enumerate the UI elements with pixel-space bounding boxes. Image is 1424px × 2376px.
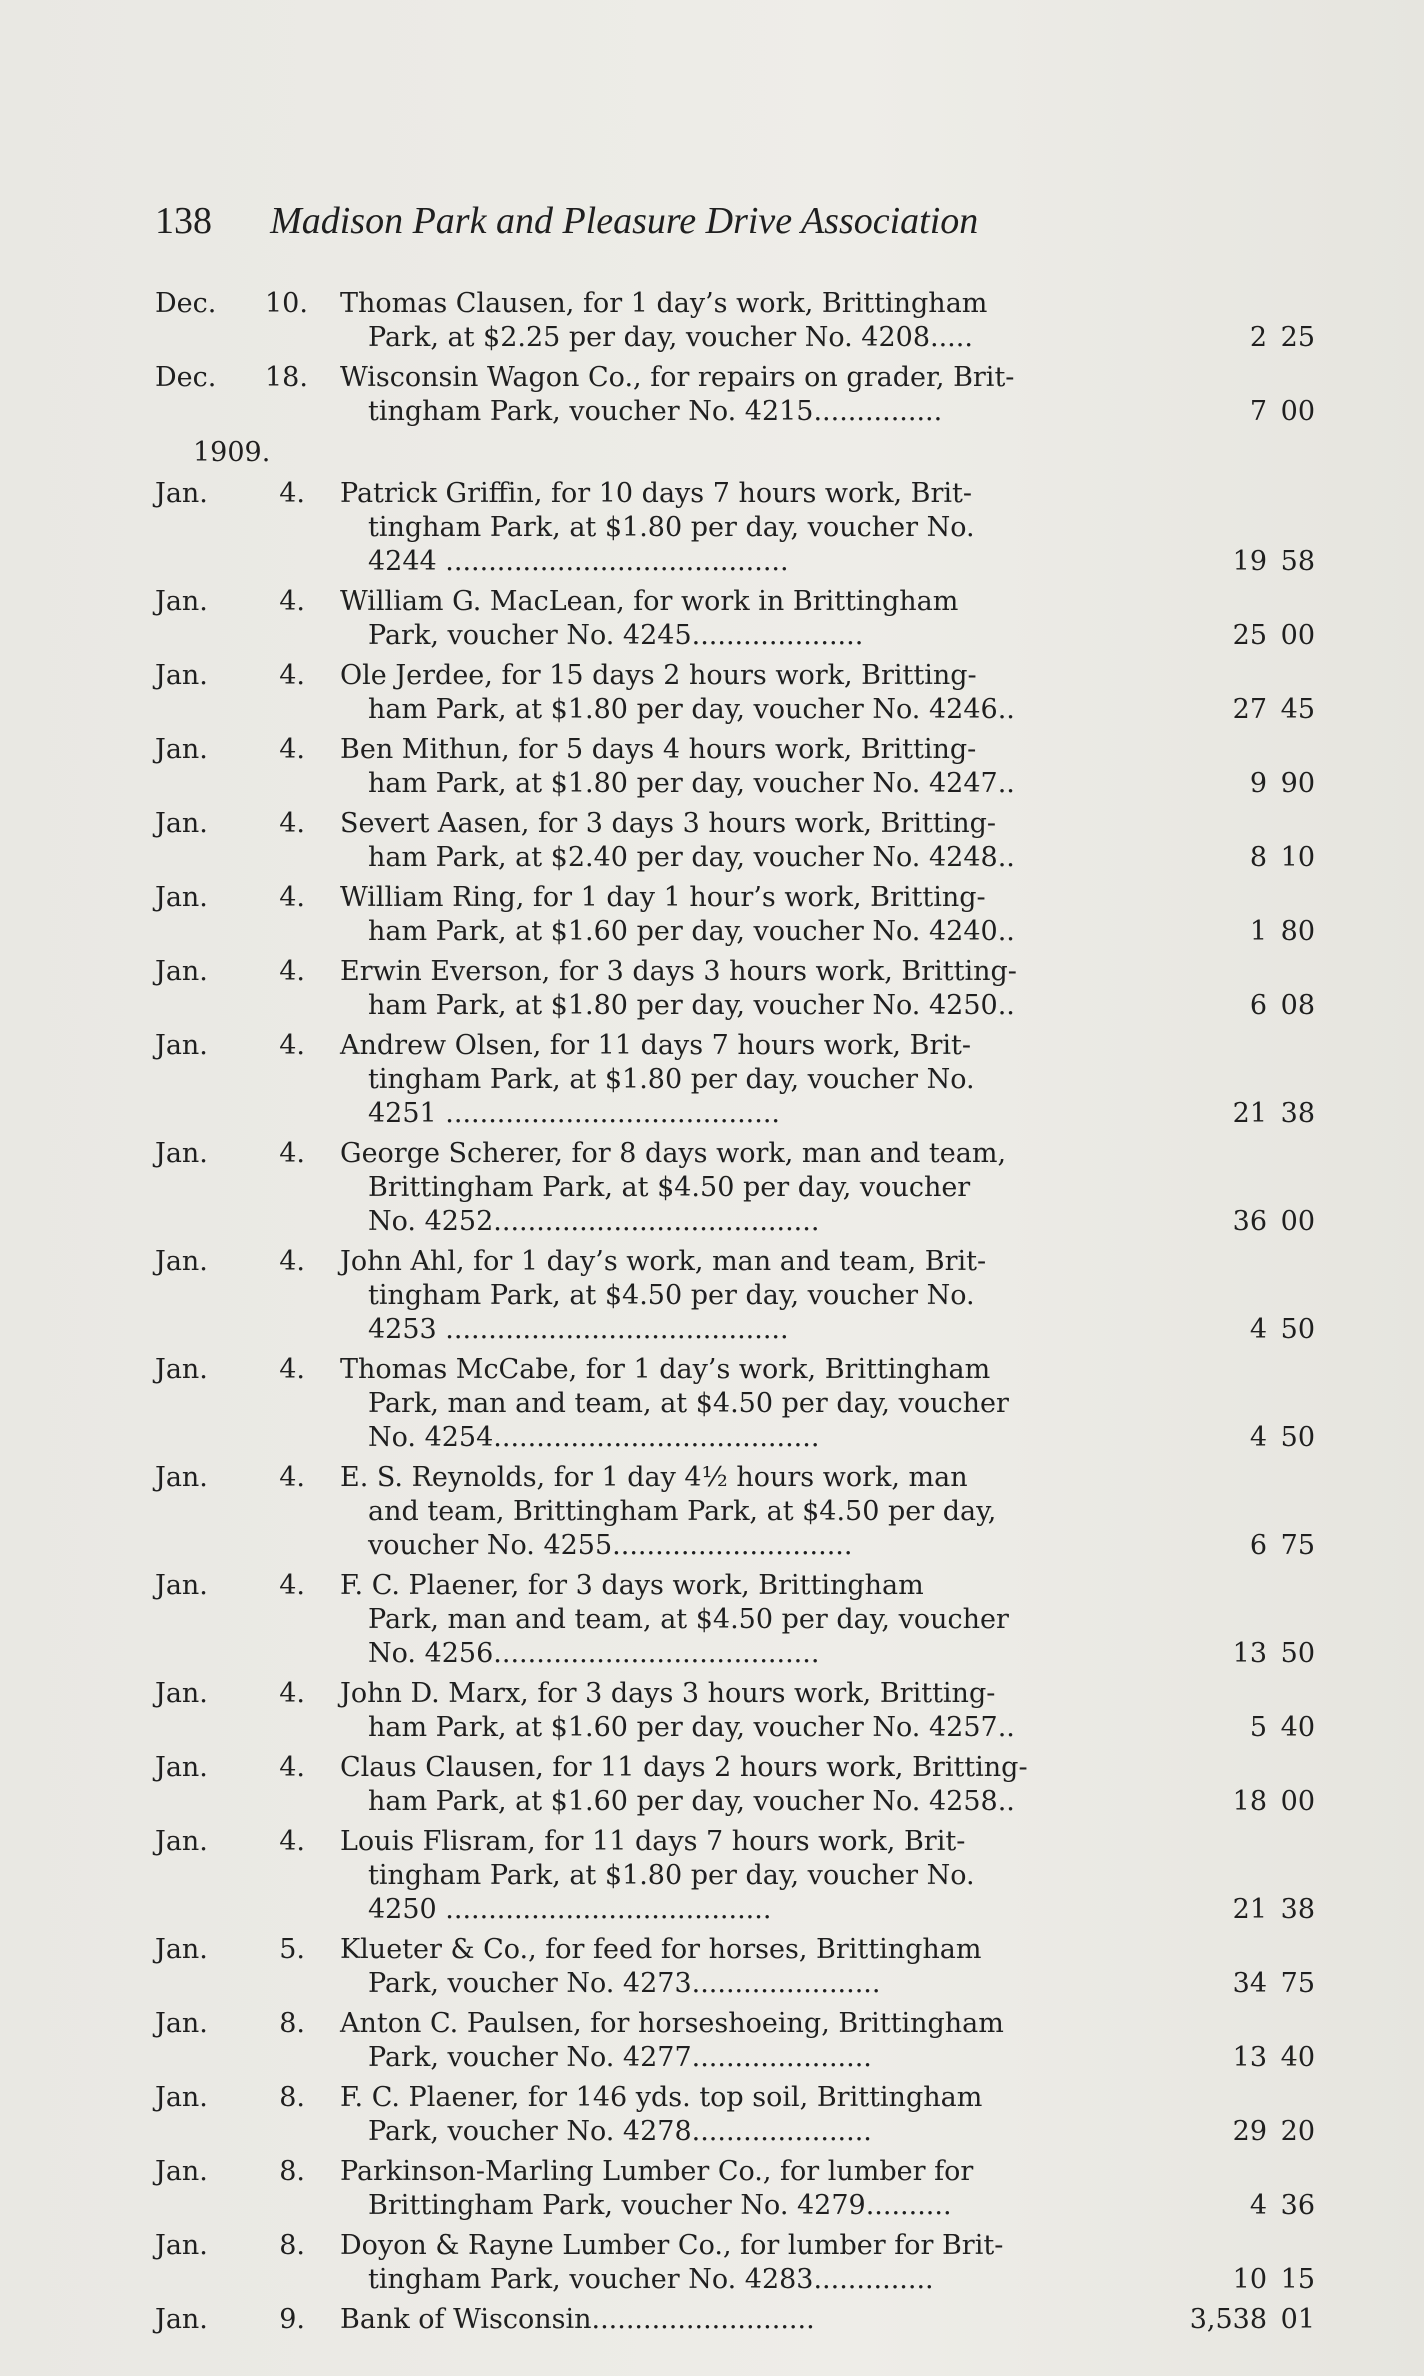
description-text: and team, Brittingham Park, at $4.50 per day,	[368, 1496, 997, 1527]
amount-dollars: 6	[1249, 990, 1267, 1021]
amount-cents: 50	[1280, 1638, 1315, 1669]
description-line	[340, 659, 1285, 693]
ledger-entry	[155, 807, 1315, 875]
description-text: Severt Aasen, for 3 days 3 hours work, Britting-	[340, 808, 997, 839]
entry-month: Jan.	[155, 2082, 208, 2113]
description-line	[340, 841, 1285, 875]
description-line	[340, 361, 1285, 395]
description-text: Brittingham Park, at $4.50 per day, voucher	[368, 1172, 971, 1203]
amount-dollars: 10	[1232, 2264, 1267, 2295]
entry-month: Jan.	[155, 1678, 208, 1709]
entry-day: 4.	[279, 1826, 305, 1857]
entry-month: Jan.	[155, 2008, 208, 2039]
description-line	[340, 2229, 1285, 2263]
entry-date	[155, 1461, 315, 1495]
description-line	[340, 511, 1285, 545]
description-text: F. C. Plaener, for 3 days work, Brittingham	[340, 1570, 924, 1601]
description-text: John Ahl, for 1 day’s work, man and team, Brit-	[340, 1246, 987, 1277]
entry-day: 4.	[279, 1462, 305, 1493]
entry-amount	[1207, 2189, 1315, 2223]
description-line	[340, 1785, 1285, 1819]
description-text: Louis Flisram, for 11 days 7 hours work, Brit-	[340, 1826, 966, 1857]
ledger	[155, 287, 1315, 2343]
description-text: Klueter & Co., for feed for horses, Brittingham	[340, 1934, 982, 1965]
entry-date	[155, 585, 315, 619]
description-line	[340, 1677, 1285, 1711]
amount-cents: 40	[1280, 2042, 1315, 2073]
description-line	[340, 1569, 1285, 1603]
entry-amount	[1207, 1893, 1315, 1927]
amount-cents: 01	[1280, 2304, 1315, 2335]
entry-amount	[1207, 1711, 1315, 1745]
description-line	[340, 2303, 1285, 2337]
ledger-entry	[155, 1137, 1315, 1239]
entry-date	[155, 1137, 315, 1171]
page-header	[155, 195, 1175, 246]
entry-month: Jan.	[155, 1138, 208, 1169]
ledger-entry	[155, 477, 1315, 579]
entry-day: 4.	[279, 1752, 305, 1783]
entry-date	[155, 1933, 315, 1967]
amount-cents: 00	[1280, 396, 1315, 427]
entry-amount	[1207, 1313, 1315, 1347]
description-text: ham Park, at $2.40 per day, voucher No. 4248..	[368, 842, 1015, 873]
entry-amount	[1207, 1785, 1315, 1819]
ledger-entry	[155, 955, 1315, 1023]
entry-date	[155, 2081, 315, 2115]
amount-cents: 38	[1280, 1894, 1315, 1925]
entry-day: 5.	[279, 1934, 305, 1965]
amount-cents: 00	[1280, 1206, 1315, 1237]
description-text: George Scherer, for 8 days work, man and team,	[340, 1138, 1007, 1169]
description-text: tingham Park, voucher No. 4283..............	[368, 2264, 934, 2295]
description-line	[340, 1751, 1285, 1785]
description-text: Wisconsin Wagon Co., for repairs on grader, Brit-	[340, 362, 1015, 393]
entry-date	[155, 2155, 315, 2189]
entry-amount	[1207, 545, 1315, 579]
entry-date	[155, 1751, 315, 1785]
amount-cents: 36	[1280, 2190, 1315, 2221]
description-line	[340, 1279, 1285, 1313]
entry-day: 10.	[265, 288, 308, 319]
ledger-entry	[155, 1569, 1315, 1671]
description-line	[340, 693, 1285, 727]
entry-amount	[1207, 693, 1315, 727]
ledger-entry	[155, 361, 1315, 429]
amount-dollars: 7	[1249, 396, 1267, 427]
amount-cents: 50	[1280, 1314, 1315, 1345]
description-line	[340, 2081, 1285, 2115]
description-text: William G. MacLean, for work in Brittingham	[340, 586, 959, 617]
amount-cents: 20	[1280, 2116, 1315, 2147]
description-text: Brittingham Park, voucher No. 4279..........	[368, 2190, 952, 2221]
ledger-entry	[155, 287, 1315, 355]
entry-day: 4.	[279, 478, 305, 509]
entry-month: Jan.	[155, 1354, 208, 1385]
entry-month: Jan.	[155, 1246, 208, 1277]
description-line	[340, 1461, 1285, 1495]
description-line	[340, 733, 1285, 767]
description-line	[340, 1859, 1285, 1893]
description-line	[340, 1711, 1285, 1745]
ledger-entry	[155, 1029, 1315, 1131]
amount-cents: 38	[1280, 1098, 1315, 1129]
entry-date	[155, 2229, 315, 2263]
description-line	[340, 1097, 1285, 1131]
description-text: Bank of Wisconsin..........................	[340, 2304, 815, 2335]
description-line	[340, 1529, 1285, 1563]
entry-day: 4.	[279, 1246, 305, 1277]
entry-day: 4.	[279, 1138, 305, 1169]
description-text: ham Park, at $1.80 per day, voucher No. 4247..	[368, 768, 1015, 799]
amount-dollars: 21	[1232, 1098, 1267, 1129]
amount-cents: 08	[1280, 990, 1315, 1021]
entry-day: 4.	[279, 1678, 305, 1709]
amount-dollars: 9	[1249, 768, 1267, 799]
amount-dollars: 6	[1249, 1530, 1267, 1561]
description-text: tingham Park, at $4.50 per day, voucher No.	[368, 1280, 975, 1311]
description-text: No. 4256......................................	[368, 1638, 820, 1669]
entry-amount	[1207, 2041, 1315, 2075]
description-text: tingham Park, at $1.80 per day, voucher No.	[368, 512, 975, 543]
entry-amount	[1207, 915, 1315, 949]
page-number: 138	[155, 200, 212, 242]
description-line	[340, 1893, 1285, 1927]
entry-amount	[1207, 1967, 1315, 2001]
description-text: Parkinson-Marling Lumber Co., for lumber for	[340, 2156, 974, 2187]
entry-amount	[1207, 989, 1315, 1023]
entry-date	[155, 733, 315, 767]
description-line	[340, 1137, 1285, 1171]
amount-dollars: 18	[1232, 1786, 1267, 1817]
description-line	[340, 619, 1285, 653]
entry-day: 4.	[279, 1354, 305, 1385]
ledger-entry	[155, 1933, 1315, 2001]
entry-day: 4.	[279, 586, 305, 617]
ledger-entry	[155, 2303, 1315, 2337]
entry-date	[155, 2303, 315, 2337]
entry-month: Jan.	[155, 882, 208, 913]
entry-day: 18.	[265, 362, 308, 393]
entry-month: Jan.	[155, 1570, 208, 1601]
entry-day: 4.	[279, 808, 305, 839]
entry-month: Jan.	[155, 586, 208, 617]
entry-month: Jan.	[155, 478, 208, 509]
description-text: Park, voucher No. 4245....................	[368, 620, 864, 651]
year-heading: 1909.	[193, 437, 271, 468]
description-line	[340, 1387, 1285, 1421]
amount-dollars: 25	[1232, 620, 1267, 651]
entry-date	[155, 1353, 315, 1387]
description-text: tingham Park, at $1.80 per day, voucher No.	[368, 1064, 975, 1095]
entry-month: Jan.	[155, 808, 208, 839]
description-line	[340, 1495, 1285, 1529]
description-line	[340, 2041, 1285, 2075]
ledger-entry	[155, 585, 1315, 653]
amount-cents: 75	[1280, 1968, 1315, 1999]
amount-cents: 25	[1280, 322, 1315, 353]
amount-dollars: 2	[1249, 322, 1267, 353]
description-text: 4250 ......................................	[368, 1894, 772, 1925]
entry-date	[155, 361, 315, 395]
description-line	[340, 1205, 1285, 1239]
entry-amount	[1207, 2115, 1315, 2149]
entry-date	[155, 659, 315, 693]
entry-date	[155, 1245, 315, 1279]
entry-month: Jan.	[155, 1462, 208, 1493]
entry-day: 8.	[279, 2082, 305, 2113]
description-line	[340, 1603, 1285, 1637]
amount-dollars: 1	[1249, 916, 1267, 947]
entry-amount	[1207, 767, 1315, 801]
description-line	[340, 1063, 1285, 1097]
description-text: Park, voucher No. 4277.....................	[368, 2042, 872, 2073]
description-text: E. S. Reynolds, for 1 day 4½ hours work, man	[340, 1462, 968, 1493]
entry-day: 4.	[279, 1570, 305, 1601]
description-line	[340, 1637, 1285, 1671]
entry-amount	[1207, 1637, 1315, 1671]
description-line	[340, 1029, 1285, 1063]
description-text: Erwin Everson, for 3 days 3 hours work, Britting-	[340, 956, 1017, 987]
description-text: No. 4252......................................	[368, 1206, 820, 1237]
entry-date	[155, 1569, 315, 1603]
description-line	[340, 1421, 1285, 1455]
description-line	[340, 767, 1285, 801]
entry-month: Jan.	[155, 2230, 208, 2261]
description-text: 4244 ........................................	[368, 546, 789, 577]
description-text: ham Park, at $1.80 per day, voucher No. 4246..	[368, 694, 1015, 725]
entry-amount	[1190, 2303, 1315, 2337]
entry-amount	[1207, 1097, 1315, 1131]
entry-day: 4.	[279, 660, 305, 691]
entry-day: 4.	[279, 1030, 305, 1061]
entry-day: 9.	[279, 2304, 305, 2335]
entry-month: Jan.	[155, 956, 208, 987]
description-text: Park, voucher No. 4278.....................	[368, 2116, 872, 2147]
description-line	[340, 915, 1285, 949]
entry-date	[155, 1029, 315, 1063]
entry-day: 4.	[279, 882, 305, 913]
amount-cents: 00	[1280, 1786, 1315, 1817]
description-line	[340, 2155, 1285, 2189]
description-line	[340, 2115, 1285, 2149]
description-line	[340, 287, 1285, 321]
amount-cents: 00	[1280, 620, 1315, 651]
amount-cents: 80	[1280, 916, 1315, 947]
ledger-entry	[155, 1245, 1315, 1347]
entry-amount	[1207, 1529, 1315, 1563]
entry-date	[155, 1825, 315, 1859]
description-text: 4251 .......................................	[368, 1098, 781, 1129]
entry-date	[155, 955, 315, 989]
description-line	[340, 477, 1285, 511]
entry-day: 4.	[279, 734, 305, 765]
description-line	[340, 1933, 1285, 1967]
amount-dollars: 3,538	[1189, 2304, 1267, 2335]
entry-day: 8.	[279, 2156, 305, 2187]
description-text: Thomas McCabe, for 1 day’s work, Brittingham	[340, 1354, 991, 1385]
amount-dollars: 21	[1232, 1894, 1267, 1925]
amount-cents: 75	[1280, 1530, 1315, 1561]
entry-amount	[1207, 395, 1315, 429]
description-text: ham Park, at $1.60 per day, voucher No. 4240..	[368, 916, 1015, 947]
ledger-entry	[155, 1751, 1315, 1819]
ledger-entry	[155, 1353, 1315, 1455]
amount-dollars: 13	[1232, 2042, 1267, 2073]
entry-amount	[1207, 619, 1315, 653]
description-line	[340, 2189, 1285, 2223]
entry-month: Jan.	[155, 660, 208, 691]
description-text: John D. Marx, for 3 days 3 hours work, Britting-	[340, 1678, 996, 1709]
description-text: 4253 ........................................	[368, 1314, 789, 1345]
description-text: Park, at $2.25 per day, voucher No. 4208.....	[368, 322, 973, 353]
description-text: No. 4254......................................	[368, 1422, 820, 1453]
entry-amount	[1207, 321, 1315, 355]
description-text: Anton C. Paulsen, for horseshoeing, Brittingham	[340, 2008, 1004, 2039]
ledger-entry	[155, 2007, 1315, 2075]
ledger-entry	[155, 1825, 1315, 1927]
entry-amount	[1207, 2263, 1315, 2297]
amount-dollars: 4	[1249, 1314, 1267, 1345]
description-text: Claus Clausen, for 11 days 2 hours work, Britting-	[340, 1752, 1028, 1783]
description-text: tingham Park, at $1.80 per day, voucher No.	[368, 1860, 975, 1891]
description-line	[340, 1825, 1285, 1859]
amount-dollars: 27	[1232, 694, 1267, 725]
description-line	[340, 881, 1285, 915]
description-text: ham Park, at $1.60 per day, voucher No. 4258..	[368, 1786, 1015, 1817]
amount-dollars: 29	[1232, 2116, 1267, 2147]
ledger-entry	[155, 2081, 1315, 2149]
description-line	[340, 955, 1285, 989]
entry-month: Dec.	[155, 362, 217, 393]
amount-dollars: 36	[1232, 1206, 1267, 1237]
entry-amount	[1207, 1421, 1315, 1455]
description-text: Ben Mithun, for 5 days 4 hours work, Britting-	[340, 734, 977, 765]
amount-cents: 15	[1280, 2264, 1315, 2295]
entry-month: Jan.	[155, 1934, 208, 1965]
description-line	[340, 1353, 1285, 1387]
description-text: ham Park, at $1.60 per day, voucher No. 4257..	[368, 1712, 1015, 1743]
entry-date	[155, 2007, 315, 2041]
description-text: ham Park, at $1.80 per day, voucher No. 4250..	[368, 990, 1015, 1021]
description-text: Andrew Olsen, for 11 days 7 hours work, Brit-	[340, 1030, 971, 1061]
entry-day: 4.	[279, 956, 305, 987]
description-line	[340, 395, 1285, 429]
amount-cents: 58	[1280, 546, 1315, 577]
description-text: Park, man and team, at $4.50 per day, voucher	[368, 1604, 1009, 1635]
ledger-entry	[155, 733, 1315, 801]
description-text: Park, voucher No. 4273......................	[368, 1968, 881, 1999]
description-text: Park, man and team, at $4.50 per day, voucher	[368, 1388, 1009, 1419]
description-text: Thomas Clausen, for 1 day’s work, Brittingham	[340, 288, 988, 319]
entry-date	[155, 477, 315, 511]
description-line	[340, 585, 1285, 619]
description-line	[340, 1313, 1285, 1347]
entry-day: 8.	[279, 2230, 305, 2261]
entry-month: Jan.	[155, 734, 208, 765]
amount-cents: 90	[1280, 768, 1315, 799]
ledger-entry	[155, 2155, 1315, 2223]
description-text: Doyon & Rayne Lumber Co., for lumber for Brit-	[340, 2230, 1004, 2261]
description-line	[340, 1967, 1285, 2001]
amount-dollars: 34	[1232, 1968, 1267, 1999]
description-line	[340, 989, 1285, 1023]
amount-dollars: 13	[1232, 1638, 1267, 1669]
amount-cents: 40	[1280, 1712, 1315, 1743]
amount-cents: 10	[1280, 842, 1315, 873]
description-line	[340, 545, 1285, 579]
amount-dollars: 19	[1232, 546, 1267, 577]
entry-date	[155, 881, 315, 915]
description-line	[340, 1245, 1285, 1279]
description-text: F. C. Plaener, for 146 yds. top soil, Brittingham	[340, 2082, 983, 2113]
entry-day: 8.	[279, 2008, 305, 2039]
entry-date	[155, 807, 315, 841]
description-text: Patrick Griffin, for 10 days 7 hours work, Brit-	[340, 478, 973, 509]
description-line	[340, 2263, 1285, 2297]
amount-dollars: 4	[1249, 1422, 1267, 1453]
amount-cents: 45	[1280, 694, 1315, 725]
amount-cents: 50	[1280, 1422, 1315, 1453]
description-line	[340, 2007, 1285, 2041]
entry-date	[155, 287, 315, 321]
amount-dollars: 5	[1249, 1712, 1267, 1743]
ledger-entry	[155, 881, 1315, 949]
description-text: William Ring, for 1 day 1 hour’s work, Britting-	[340, 882, 986, 913]
entry-month: Jan.	[155, 1030, 208, 1061]
description-line	[340, 321, 1285, 355]
entry-month: Jan.	[155, 1826, 208, 1857]
description-text: Ole Jerdee, for 15 days 2 hours work, Britting-	[340, 660, 977, 691]
amount-dollars: 8	[1249, 842, 1267, 873]
ledger-entry	[155, 2229, 1315, 2297]
entry-month: Dec.	[155, 288, 217, 319]
ledger-entry	[155, 1461, 1315, 1563]
entry-month: Jan.	[155, 1752, 208, 1783]
description-text: voucher No. 4255............................	[368, 1530, 853, 1561]
entry-month: Jan.	[155, 2304, 208, 2335]
page-title: Madison Park and Pleasure Drive Association	[270, 200, 979, 242]
description-text: tingham Park, voucher No. 4215...............	[368, 396, 943, 427]
entry-month: Jan.	[155, 2156, 208, 2187]
description-line	[340, 807, 1285, 841]
entry-amount	[1207, 1205, 1315, 1239]
ledger-entry	[155, 1677, 1315, 1745]
amount-dollars: 4	[1249, 2190, 1267, 2221]
entry-date	[155, 1677, 315, 1711]
entry-amount	[1207, 841, 1315, 875]
ledger-entry	[155, 659, 1315, 727]
description-line	[340, 1171, 1285, 1205]
